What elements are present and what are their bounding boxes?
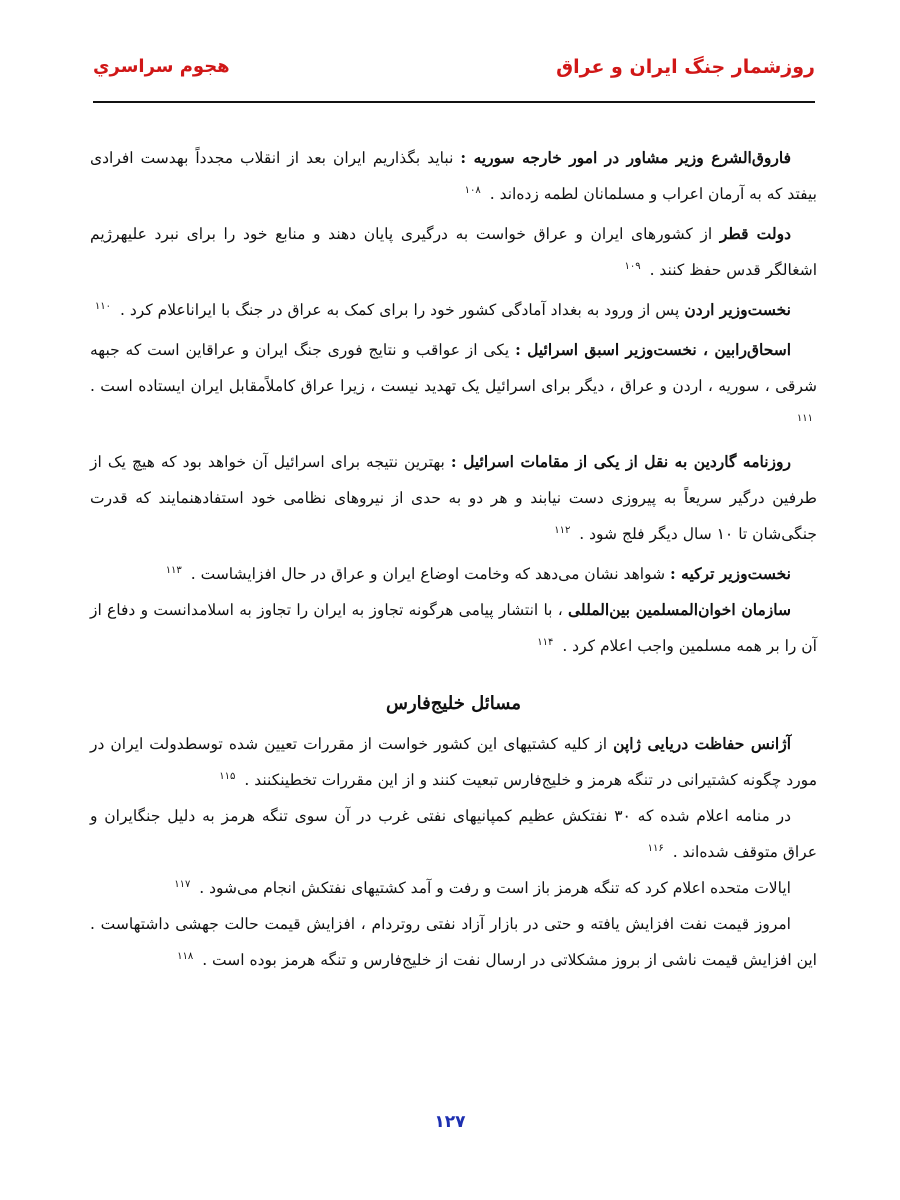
footnote-ref: ۱۱۰ bbox=[94, 300, 112, 312]
entry-text: از کشورهای ایران و عراق خواست به درگیری پایان دهند و منابع خود را برای نبرد علیهرژیم اشغالگر قدس حفظ کنند . bbox=[90, 225, 817, 279]
header-divider bbox=[93, 101, 815, 103]
entry-text: ایالات متحده اعلام کرد که تنگه هرمز باز است و رفت و آمد کشتیهای نفتکش انجام می‌شود . bbox=[199, 879, 791, 897]
entry-text: امروز قیمت نفت افزایش یافته و حتی در بازار آزاد نفتی روتردام ، افزایش قیمت حالت جهشی داشتهاست . این افزایش قیمت ناشی از بروز مشکلاتی در ارسال نفت از خلیج‌فارس و تنگه هرمز بوده است . bbox=[90, 915, 817, 969]
footnote-ref: ۱۱۷ bbox=[174, 878, 191, 890]
entry-source: سازمان اخوان‌المسلمین بین‌المللی bbox=[568, 600, 791, 619]
footnote-ref: ۱۱۱ bbox=[796, 412, 813, 424]
footnote-ref: ۱۱۵ bbox=[219, 770, 236, 782]
entry-source: دولت قطر bbox=[719, 224, 791, 243]
book-title: روزشمار جنگ ایران و عراق bbox=[556, 56, 815, 78]
footnote-ref: ۱۱۶ bbox=[647, 842, 664, 854]
entry-text: ، با انتشار پیامی هرگونه تجاوز به ایران را تجاوز به اسلامدانست و دفاع از آن را بر همه مسلمین واجب اعلام کرد . bbox=[90, 601, 817, 655]
news-entry bbox=[90, 140, 817, 212]
entry-source: نخست‌وزیر ترکیه : bbox=[670, 564, 791, 583]
page-number: ۱۲۷ bbox=[434, 1112, 466, 1132]
entry-text: از کلیه کشتیهای این کشور خواست از مقررات تعیین شده توسطدولت ایران در مورد چگونه کشتیرانی در تنگه هرمز و خلیج‌فارس تبعیت کنند و از این مقررات تخطینکنند . bbox=[90, 735, 817, 789]
entry-source: آژانس حفاظت دریایی ژاپن bbox=[613, 734, 792, 753]
footnote-ref: ۱۱۸ bbox=[177, 950, 194, 962]
page-body bbox=[90, 140, 817, 978]
footnote-ref: ۱۱۴ bbox=[537, 636, 554, 648]
entry-source: نخست‌وزیر اردن bbox=[684, 300, 791, 319]
entry-text: پس از ورود به بغداد آمادگی کشور خود را برای کمک به عراق در جنگ با ایراناعلام کرد . bbox=[119, 301, 680, 319]
news-entry bbox=[90, 556, 817, 592]
entry-source: روزنامه گاردین به نقل از یکی از مقامات اسرائیل : bbox=[450, 452, 791, 471]
news-entry bbox=[90, 906, 817, 978]
running-header bbox=[93, 56, 815, 86]
news-entry bbox=[90, 292, 817, 328]
news-entry bbox=[90, 332, 817, 440]
entry-text: یکی از عواقب و نتایج فوری جنگ ایران و عراقاین است که جبهه شرقی ، سوریه ، اردن و عراق ، دیگر برای اسرائیل یک تهدید نیست ، زیرا عراق کاملاًمقابل ایران ایستاده است . bbox=[90, 341, 817, 395]
news-entry bbox=[90, 870, 817, 906]
section-heading: مسائل خلیج‌فارس bbox=[386, 693, 521, 714]
entry-text: در منامه اعلام شده که ۳۰ نفتکش عظیم کمپانیهای نفتی غرب در آن سوی تنگه هرمز به دلیل جنگایران و عراق متوقف شده‌اند . bbox=[90, 807, 817, 861]
footnote-ref: ۱۰۸ bbox=[464, 184, 481, 196]
entry-text: نباید بگذاریم ایران بعد از انقلاب مجدداً بهدست افرادی بیفتد که به آرمان اعراب و مسلمانان لطمه زده‌اند . bbox=[90, 149, 817, 203]
entry-source: فاروق‌الشرع وزیر مشاور در امور خارجه سوریه : bbox=[460, 148, 791, 167]
entry-text: بهترین نتیجه برای اسرائیل آن خواهد بود که هیچ یک از طرفین درگیر سریعاً به پیروزی دست نیابند و هر دو به حدی از نیروهای نظامی خود استفادهنمایند که قدرت جنگی‌شان تا ۱۰ سال دیگر فلج شود . bbox=[90, 453, 817, 543]
news-entry bbox=[90, 444, 817, 552]
footnote-ref: ۱۱۲ bbox=[554, 524, 571, 536]
footnote-ref: ۱۰۹ bbox=[624, 260, 641, 272]
footnote-ref: ۱۱۳ bbox=[165, 564, 182, 576]
news-entry bbox=[90, 216, 817, 288]
news-entry bbox=[90, 726, 817, 798]
entry-source: اسحاق‌رابین ، نخست‌وزیر اسبق اسرائیل : bbox=[515, 340, 792, 359]
news-entry bbox=[90, 798, 817, 870]
entry-text: شواهد نشان می‌دهد که وخامت اوضاع ایران و عراق در حال افزایشاست . bbox=[190, 565, 666, 583]
news-entry bbox=[90, 592, 817, 664]
chapter-title: هجوم سراسري bbox=[93, 56, 230, 77]
